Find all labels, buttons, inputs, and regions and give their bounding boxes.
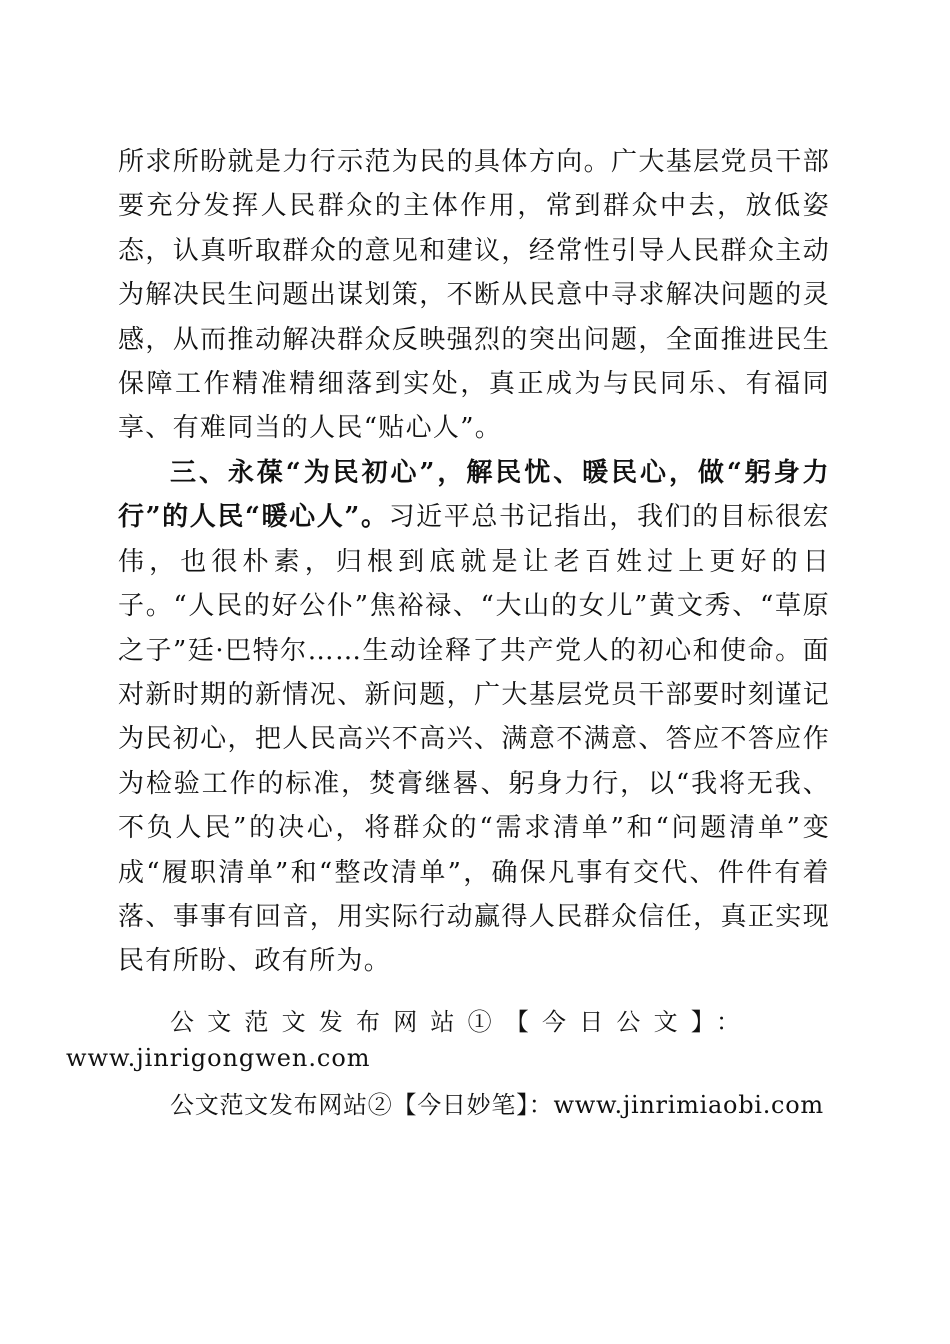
footer-site-1-label: 公文范文发布网站①【今日公文】： — [170, 1008, 754, 1036]
paragraph-1-text: 所求所盼就是力行示范为民的具体方向。广大基层党员干部要充分发挥人民群众的主体作用，常到群众中去，放低姿态，认真听取群众的意见和建议，经常性引导人民群众主动为解决民生问题出谋划策，不断从民意中寻求解决问题的灵感，从而推动解决群众反映强烈的突出问题，全面推进民生保障工作精准精细落到实处，真正成为与民同乐、有福同享、有难同当的人民“贴心人”。 — [118, 147, 830, 444]
section-heading: 三、永葆“为民初心”，解民忧、暖民心，做“躬身力行”的人民“暖心人”。 — [118, 458, 830, 533]
footer-site-2-url[interactable]: www.jinrimiaobi.com — [553, 1091, 824, 1119]
body-paragraph-1 — [118, 140, 830, 451]
footer-site-2-label: 公文范文发布网站②【今日妙笔】： — [170, 1091, 554, 1119]
paragraph-2-text: 习近平总书记指出，我们的目标很宏伟，也很朴素，归根到底就是让老百姓过上更好的日子。“人民的好公仆”焦裕禄、“大山的女儿”黄文秀、“草原之子”廷·巴特尔……生动诠释了共产党人的初心和使命。面对新时期的新情况、新问题，广大基层党员干部要时刻谨记为民初心，把人民高兴不高兴、满意不满意、答应不答应作为检验工作的标准，焚膏继晷、躬身力行，以“我将无我、不负人民”的决心，将群众的“需求清单”和“问题清单”变成“履职清单”和“整改清单”，确保凡事有交代、件件有着落、事事有回音，用实际行动赢得人民群众信任，真正实现民有所盼、政有所为。 — [118, 502, 830, 977]
footer-site-1 — [66, 1004, 830, 1076]
footer-site-2 — [118, 1087, 830, 1123]
footer-site-1-url[interactable]: www.jinrigongwen.com — [66, 1044, 371, 1072]
body-paragraph-2 — [118, 451, 830, 984]
